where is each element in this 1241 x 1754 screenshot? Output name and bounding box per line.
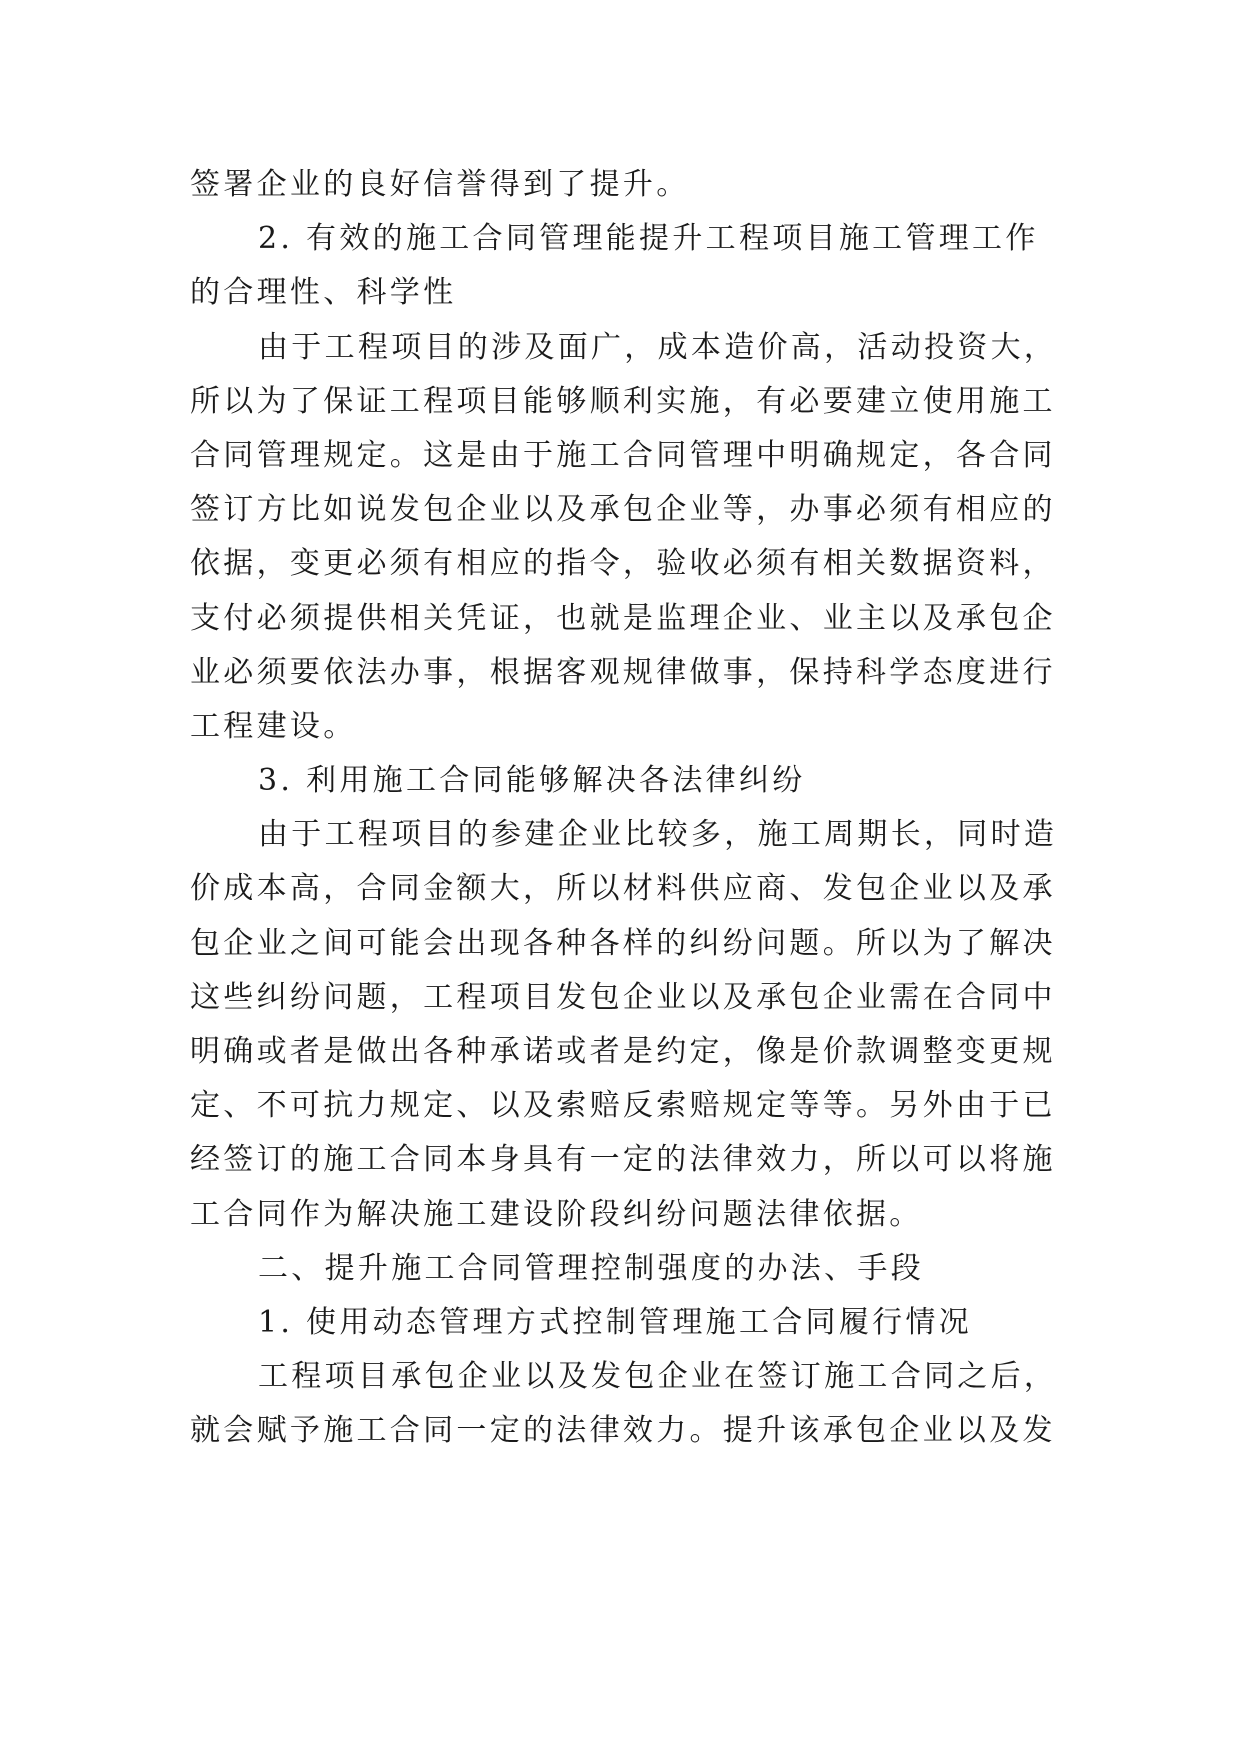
paragraph-line: 定、不可抗力规定、以及索赔反索赔规定等等。另外由于已 xyxy=(190,1088,1056,1124)
paragraph-line: 这些纠纷问题，工程项目发包企业以及承包企业需在合同中 xyxy=(190,979,1056,1015)
section-heading: 1. 使用动态管理方式控制管理施工合同履行情况 xyxy=(258,1304,973,1340)
paragraph-line: 价成本高，合同金额大，所以材料供应商、发包企业以及承 xyxy=(190,871,1056,907)
paragraph-line: 就会赋予施工合同一定的法律效力。提升该承包企业以及发 xyxy=(190,1413,1056,1449)
paragraph-line: 由于工程项目的涉及面广，成本造价高，活动投资大， xyxy=(258,329,1058,365)
paragraph-line: 工程建设。 xyxy=(190,708,357,744)
paragraph-line: 所以为了保证工程项目能够顺利实施，有必要建立使用施工 xyxy=(190,383,1056,419)
paragraph-line: 业必须要依法办事，根据客观规律做事，保持科学态度进行 xyxy=(190,654,1056,690)
paragraph-line: 工合同作为解决施工建设阶段纠纷问题法律依据。 xyxy=(190,1196,923,1232)
section-heading: 3. 利用施工合同能够解决各法律纠纷 xyxy=(258,763,806,799)
paragraph-line: 签署企业的良好信誉得到了提升。 xyxy=(190,167,690,202)
paragraph-line: 依据，变更必须有相应的指令，验收必须有相关数据资料， xyxy=(190,546,1056,582)
paragraph-line: 合同管理规定。这是由于施工合同管理中明确规定，各合同 xyxy=(190,437,1056,473)
paragraph-line: 由于工程项目的参建企业比较多，施工周期长，同时造 xyxy=(258,817,1058,853)
paragraph-line: 包企业之间可能会出现各种各样的纠纷问题。所以为了解决 xyxy=(190,925,1056,961)
section-heading: 二、提升施工合同管理控制强度的办法、手段 xyxy=(258,1250,924,1286)
section-heading-continuation: 的合理性、科学性 xyxy=(190,275,457,311)
paragraph-line: 工程项目承包企业以及发包企业在签订施工合同之后， xyxy=(258,1359,1058,1395)
paragraph-line: 明确或者是做出各种承诺或者是约定，像是价款调整变更规 xyxy=(190,1034,1056,1069)
paragraph-line: 签订方比如说发包企业以及承包企业等，办事必须有相应的 xyxy=(190,492,1056,528)
section-heading: 2. 有效的施工合同管理能提升工程项目施工管理工作 xyxy=(258,221,1039,257)
paragraph-line: 支付必须提供相关凭证，也就是监理企业、业主以及承包企 xyxy=(190,600,1056,636)
paragraph-line: 经签订的施工合同本身具有一定的法律效力，所以可以将施 xyxy=(190,1142,1056,1178)
document-body xyxy=(190,158,1058,1459)
